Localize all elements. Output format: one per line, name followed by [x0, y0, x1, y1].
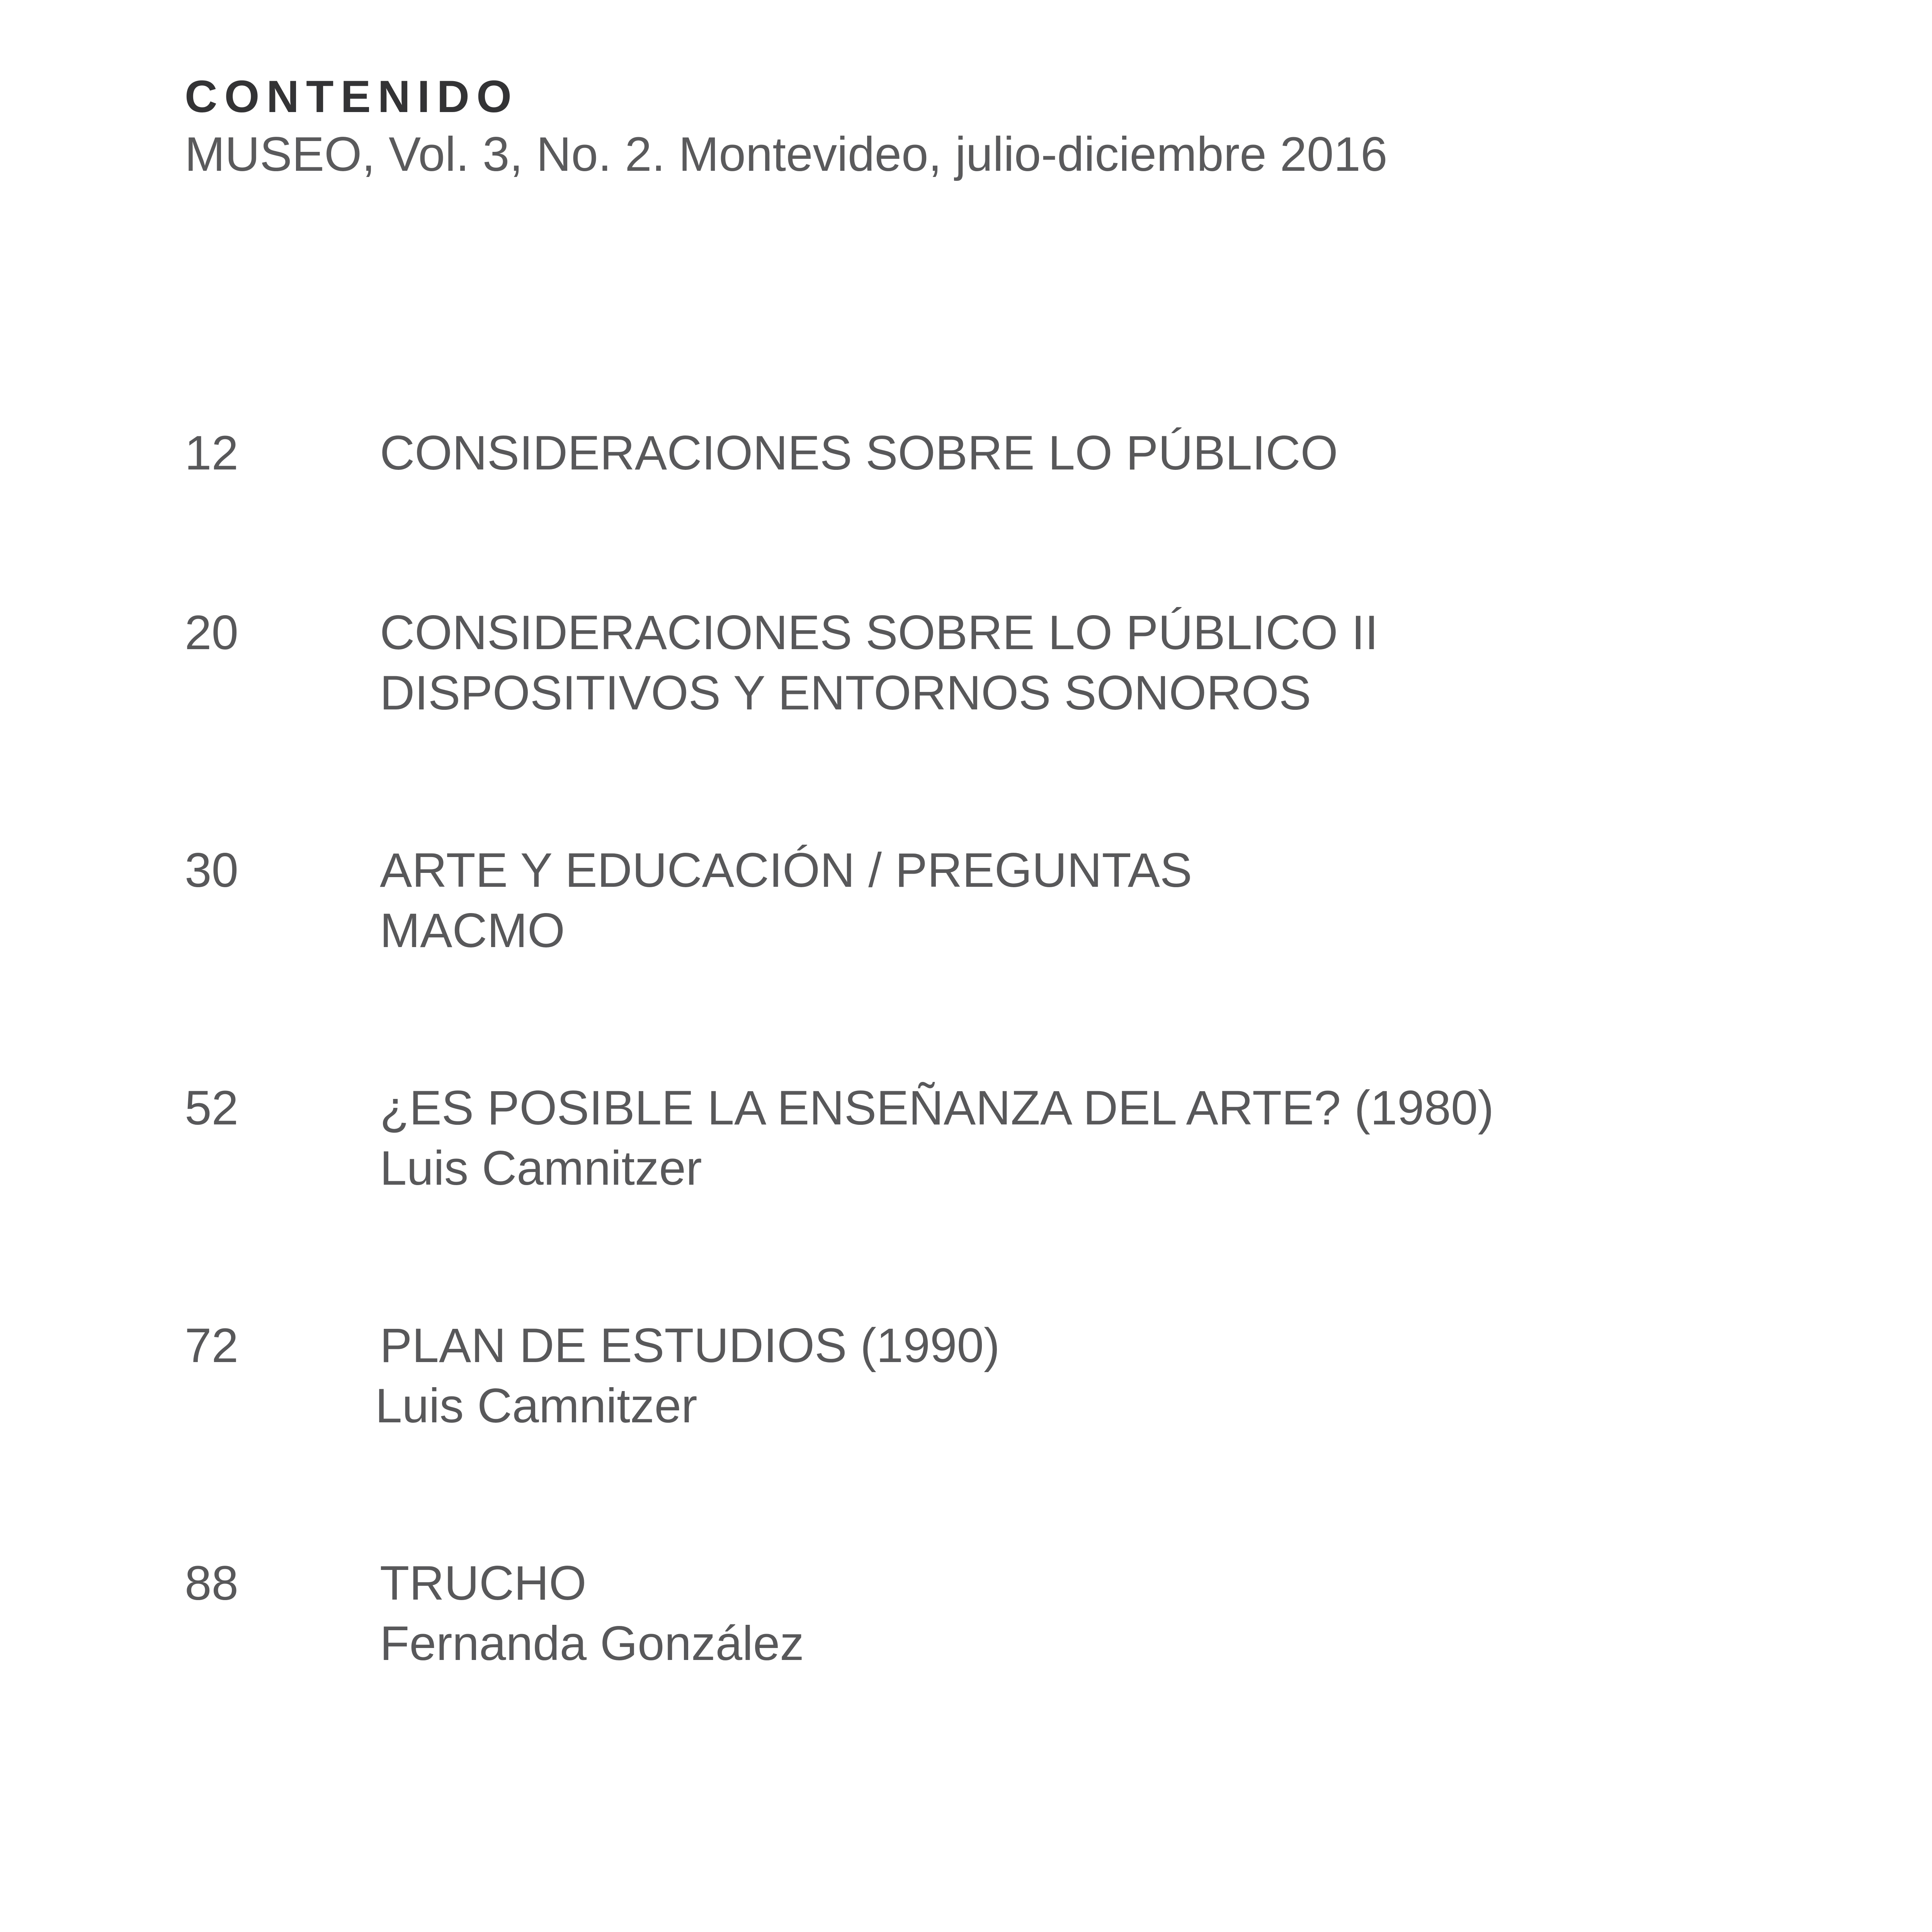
- toc-author: Fernanda González: [380, 1617, 804, 1670]
- contents-header: [185, 70, 1388, 185]
- toc-title: ARTE Y EDUCACIÓN / PREGUNTAS: [380, 844, 1192, 897]
- toc-title: CONSIDERACIONES SOBRE LO PÚBLICO II: [380, 606, 1378, 660]
- toc-page-number: 20: [185, 606, 239, 660]
- toc-title: CONSIDERACIONES SOBRE LO PÚBLICO: [380, 426, 1338, 480]
- toc-page-number: 52: [185, 1081, 239, 1135]
- toc-page-number: 30: [185, 844, 239, 897]
- toc-author: Luis Camnitzer: [380, 1141, 702, 1195]
- toc-title: TRUCHO: [380, 1556, 587, 1610]
- toc-page-number: 72: [185, 1319, 239, 1372]
- toc-title: ¿ES POSIBLE LA ENSEÑANZA DEL ARTE? (1980): [380, 1081, 1494, 1135]
- toc-subtitle: MACMO: [380, 904, 565, 957]
- toc-subtitle: DISPOSITIVOS Y ENTORNOS SONOROS: [380, 666, 1311, 720]
- toc-page-number: 12: [185, 426, 239, 480]
- toc-page-number: 88: [185, 1556, 239, 1610]
- page-title: CONTENIDO: [185, 71, 519, 122]
- toc-title: PLAN DE ESTUDIOS (1990): [380, 1319, 1000, 1372]
- issue-info: MUSEO, Vol. 3, No. 2. Montevideo, julio-diciembre 2016: [185, 128, 1388, 181]
- toc-author: Luis Camnitzer: [375, 1379, 697, 1433]
